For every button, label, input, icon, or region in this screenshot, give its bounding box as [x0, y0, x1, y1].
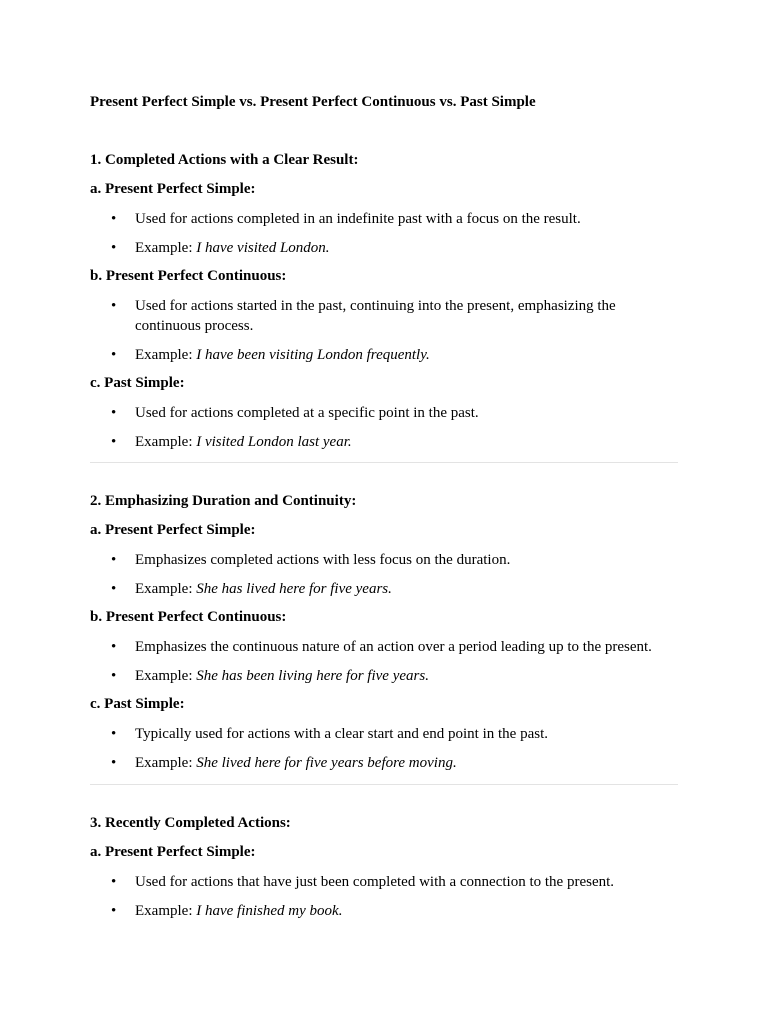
bullet-icon: •	[111, 726, 117, 742]
list-item	[90, 209, 680, 229]
document-title: Present Perfect Simple vs. Present Perfect Continuous vs. Past Simple	[90, 94, 536, 110]
list-item	[90, 238, 680, 258]
example-text: I have visited London.	[196, 240, 330, 256]
example-label: Example:	[135, 668, 197, 684]
list-item	[90, 872, 680, 892]
list-item	[90, 403, 680, 423]
list-item	[90, 550, 680, 570]
subsection-label: b. Present Perfect Continuous:	[90, 268, 287, 284]
bullet-list	[90, 296, 680, 365]
bullet-icon: •	[111, 552, 117, 568]
example-text: I have been visiting London frequently.	[196, 347, 430, 363]
bullet-icon: •	[111, 405, 117, 421]
example-text: I have finished my book.	[196, 903, 343, 919]
bullet-icon: •	[111, 755, 117, 771]
list-item	[90, 579, 680, 599]
example-text: She lived here for five years before moving.	[196, 755, 457, 771]
subsection-label: b. Present Perfect Continuous:	[90, 609, 287, 625]
example-text: She has been living here for five years.	[196, 668, 429, 684]
list-item	[90, 753, 680, 773]
subsection-label: a. Present Perfect Simple:	[90, 522, 256, 538]
section-divider	[90, 462, 678, 463]
section-completed-actions	[90, 151, 680, 461]
list-item	[90, 345, 680, 365]
example-label: Example:	[135, 347, 197, 363]
description-text: Emphasizes the continuous nature of an action over a period leading up to the present.	[135, 639, 652, 655]
bullet-icon: •	[111, 874, 117, 890]
description-text: Emphasizes completed actions with less focus on the duration.	[135, 552, 511, 568]
list-item	[90, 666, 680, 686]
list-item	[90, 724, 680, 744]
bullet-icon: •	[111, 903, 117, 919]
bullet-list	[90, 550, 680, 599]
subsection-present-perfect-simple	[90, 521, 680, 599]
bullet-list	[90, 209, 680, 258]
list-item	[90, 432, 680, 452]
bullet-icon: •	[111, 668, 117, 684]
list-item	[90, 637, 680, 657]
section-duration-continuity	[90, 492, 680, 782]
subsection-label: a. Present Perfect Simple:	[90, 844, 256, 860]
bullet-icon: •	[111, 347, 117, 363]
bullet-icon: •	[111, 211, 117, 227]
bullet-icon: •	[111, 298, 117, 314]
section-divider	[90, 784, 678, 785]
subsection-present-perfect-simple	[90, 180, 680, 258]
bullet-list	[90, 403, 680, 452]
subsection-past-simple	[90, 374, 680, 452]
description-text: Used for actions that have just been completed with a connection to the present.	[135, 874, 615, 890]
bullet-list	[90, 724, 680, 773]
bullet-icon: •	[111, 240, 117, 256]
example-label: Example:	[135, 434, 197, 450]
section-heading: 2. Emphasizing Duration and Continuity:	[90, 493, 357, 509]
bullet-icon: •	[111, 639, 117, 655]
description-text: Typically used for actions with a clear start and end point in the past.	[135, 726, 548, 742]
bullet-list	[90, 872, 680, 921]
subsection-label: a. Present Perfect Simple:	[90, 181, 256, 197]
description-text: Used for actions completed in an indefinite past with a focus on the result.	[135, 211, 581, 227]
description-text: Used for actions completed at a specific point in the past.	[135, 405, 479, 421]
example-label: Example:	[135, 755, 197, 771]
bullet-icon: •	[111, 581, 117, 597]
bullet-icon: •	[111, 434, 117, 450]
example-label: Example:	[135, 240, 197, 256]
example-text: She has lived here for five years.	[196, 581, 392, 597]
description-text: Used for actions started in the past, continuing into the present, emphasizing the continuous process.	[135, 298, 616, 334]
section-heading: 3. Recently Completed Actions:	[90, 815, 291, 831]
example-text: I visited London last year.	[196, 434, 352, 450]
list-item	[90, 901, 680, 921]
subsection-present-perfect-simple	[90, 843, 680, 921]
subsection-present-perfect-continuous	[90, 608, 680, 686]
subsection-present-perfect-continuous	[90, 267, 680, 365]
list-item	[90, 296, 680, 336]
subsection-label: c. Past Simple:	[90, 696, 185, 712]
bullet-list	[90, 637, 680, 686]
section-heading: 1. Completed Actions with a Clear Result:	[90, 152, 359, 168]
section-recently-completed	[90, 814, 680, 930]
example-label: Example:	[135, 581, 197, 597]
example-label: Example:	[135, 903, 197, 919]
subsection-past-simple	[90, 695, 680, 773]
subsection-label: c. Past Simple:	[90, 375, 185, 391]
